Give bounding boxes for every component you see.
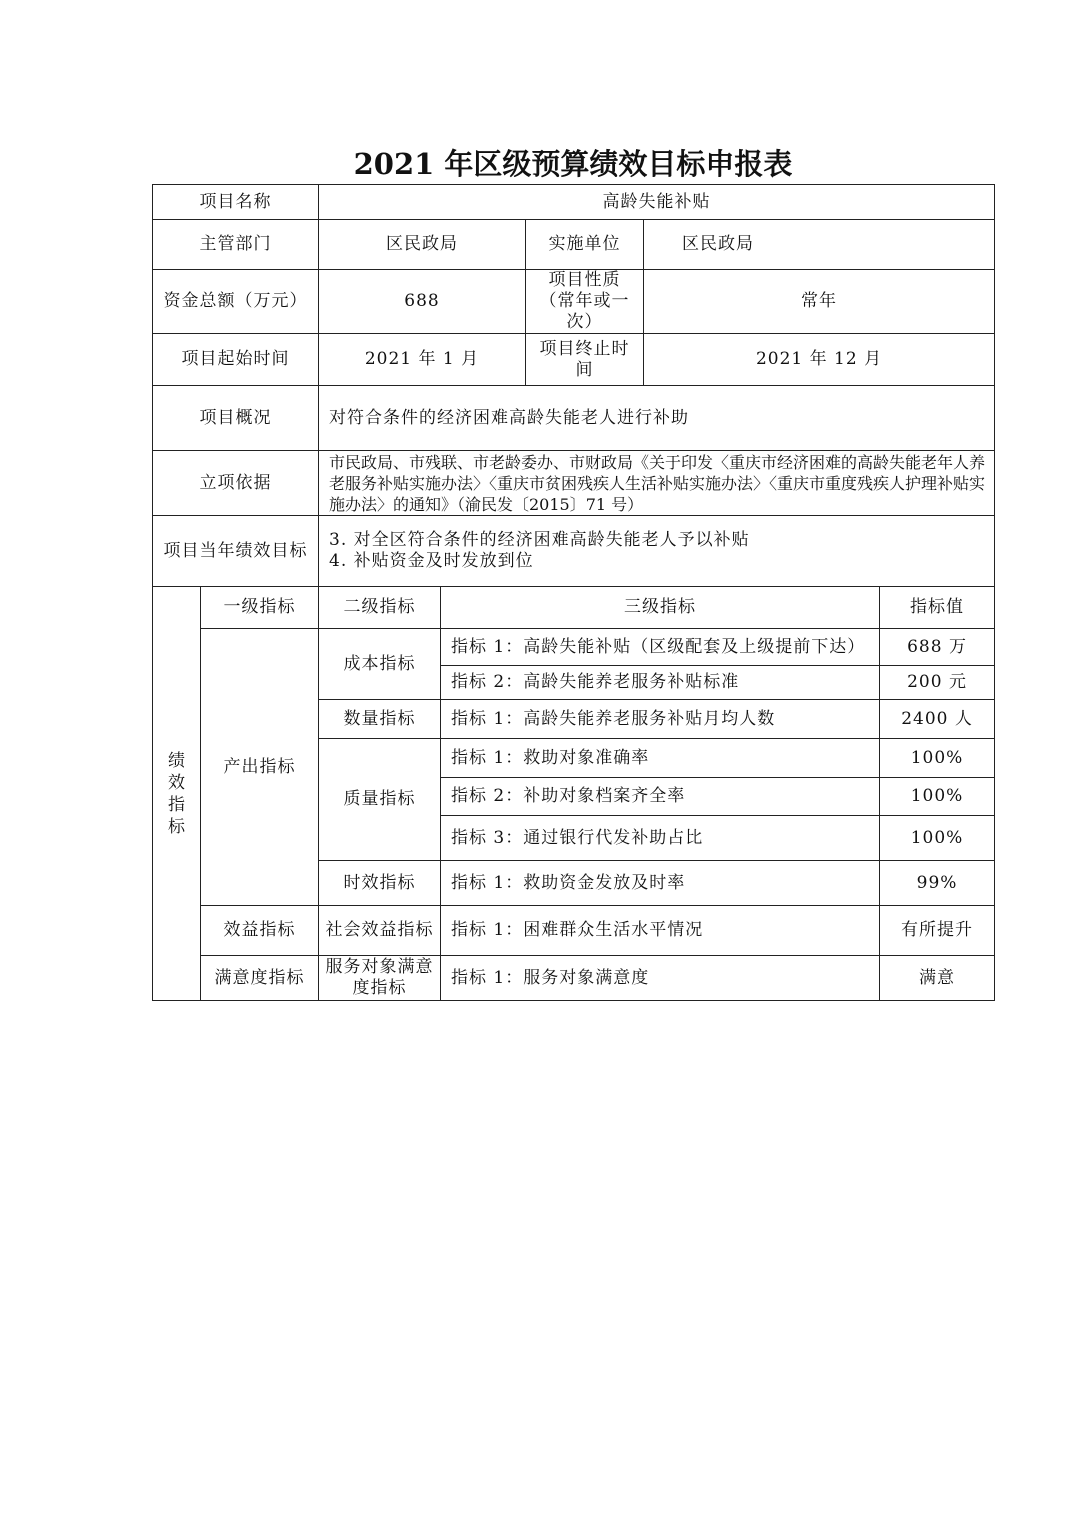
table-row xyxy=(153,956,995,1001)
impl-value: 区民政局 xyxy=(644,220,995,270)
header-level2: 二级指标 xyxy=(319,587,441,629)
time1-value: 99% xyxy=(880,861,995,906)
timeliness-indicator-label: 时效指标 xyxy=(319,861,441,906)
quality-indicator-label: 质量指标 xyxy=(319,739,441,861)
row-project-name xyxy=(153,185,995,220)
header-level1: 一级指标 xyxy=(201,587,319,629)
nature-label: 项目性质（常年或一次） xyxy=(526,270,644,334)
end-value: 2021 年 12 月 xyxy=(644,334,995,386)
cost-indicator-label: 成本指标 xyxy=(319,629,441,700)
fund-value: 688 xyxy=(319,270,526,334)
social1-name: 指标 1：困难群众生活水平情况 xyxy=(441,906,880,956)
fund-label: 资金总额（万元） xyxy=(153,270,319,334)
cost1-value: 688 万 xyxy=(880,629,995,666)
qual1-name: 指标 1：救助对象准确率 xyxy=(441,739,880,778)
dept-label: 主管部门 xyxy=(153,220,319,270)
goal-line-2: 4. 补贴资金及时发放到位 xyxy=(329,551,534,571)
performance-indicator-label xyxy=(153,587,201,1001)
qual3-name: 指标 3：通过银行代发补助占比 xyxy=(441,816,880,861)
start-value: 2021 年 1 月 xyxy=(319,334,526,386)
page-title: 2021 年区级预算绩效目标申报表 xyxy=(353,147,793,181)
header-level3: 三级指标 xyxy=(441,587,880,629)
performance-indicator-text: 绩效指标 xyxy=(168,750,185,837)
goal-value xyxy=(319,516,995,587)
basis-value: 市民政局、市残联、市老龄委办、市财政局《关于印发〈重庆市经济困难的高龄失能老年人养老服务补贴实施办法〉〈重庆市贫困残疾人生活补贴实施办法〉〈重庆市重度残疾人护理补贴实施办法〉的通知》（渝民发〔2015〕71 号） xyxy=(319,451,995,516)
sat1-name: 指标 1：服务对象满意度 xyxy=(441,956,880,1001)
row-goal xyxy=(153,516,995,587)
project-name-value: 高龄失能补贴 xyxy=(319,185,995,220)
row-time xyxy=(153,334,995,386)
qty1-name: 指标 1：高龄失能养老服务补贴月均人数 xyxy=(441,700,880,739)
overview-label: 项目概况 xyxy=(153,386,319,451)
row-fund xyxy=(153,270,995,334)
social-benefit-label: 社会效益指标 xyxy=(319,906,441,956)
start-label: 项目起始时间 xyxy=(153,334,319,386)
goal-line-1: 3. 对全区符合条件的经济困难高龄失能老人予以补贴 xyxy=(329,530,750,550)
cost2-value: 200 元 xyxy=(880,666,995,700)
overview-value: 对符合条件的经济困难高龄失能老人进行补助 xyxy=(319,386,995,451)
output-indicator-label: 产出指标 xyxy=(201,629,319,906)
row-overview xyxy=(153,386,995,451)
table-row xyxy=(153,906,995,956)
service-satisfaction-label: 服务对象满意度指标 xyxy=(319,956,441,1001)
social1-value: 有所提升 xyxy=(880,906,995,956)
row-indicator-header xyxy=(153,587,995,629)
performance-goal-form xyxy=(152,184,995,1001)
end-label: 项目终止时间 xyxy=(526,334,644,386)
table-row xyxy=(153,629,995,666)
row-basis xyxy=(153,451,995,516)
cost2-name: 指标 2：高龄失能养老服务补贴标准 xyxy=(441,666,880,700)
benefit-indicator-label: 效益指标 xyxy=(201,906,319,956)
time1-name: 指标 1：救助资金发放及时率 xyxy=(441,861,880,906)
quantity-indicator-label: 数量指标 xyxy=(319,700,441,739)
qty1-value: 2400 人 xyxy=(880,700,995,739)
sat1-value: 满意 xyxy=(880,956,995,1001)
qual1-value: 100% xyxy=(880,739,995,778)
qual2-name: 指标 2：补助对象档案齐全率 xyxy=(441,778,880,816)
qual2-value: 100% xyxy=(880,778,995,816)
impl-label: 实施单位 xyxy=(526,220,644,270)
project-name-label: 项目名称 xyxy=(153,185,319,220)
header-value: 指标值 xyxy=(880,587,995,629)
nature-value: 常年 xyxy=(644,270,995,334)
cost1-name: 指标 1：高龄失能补贴（区级配套及上级提前下达） xyxy=(441,629,880,666)
basis-label: 立项依据 xyxy=(153,451,319,516)
qual3-value: 100% xyxy=(880,816,995,861)
dept-value: 区民政局 xyxy=(319,220,526,270)
satisfaction-indicator-label: 满意度指标 xyxy=(201,956,319,1001)
row-department xyxy=(153,220,995,270)
goal-label: 项目当年绩效目标 xyxy=(153,516,319,587)
